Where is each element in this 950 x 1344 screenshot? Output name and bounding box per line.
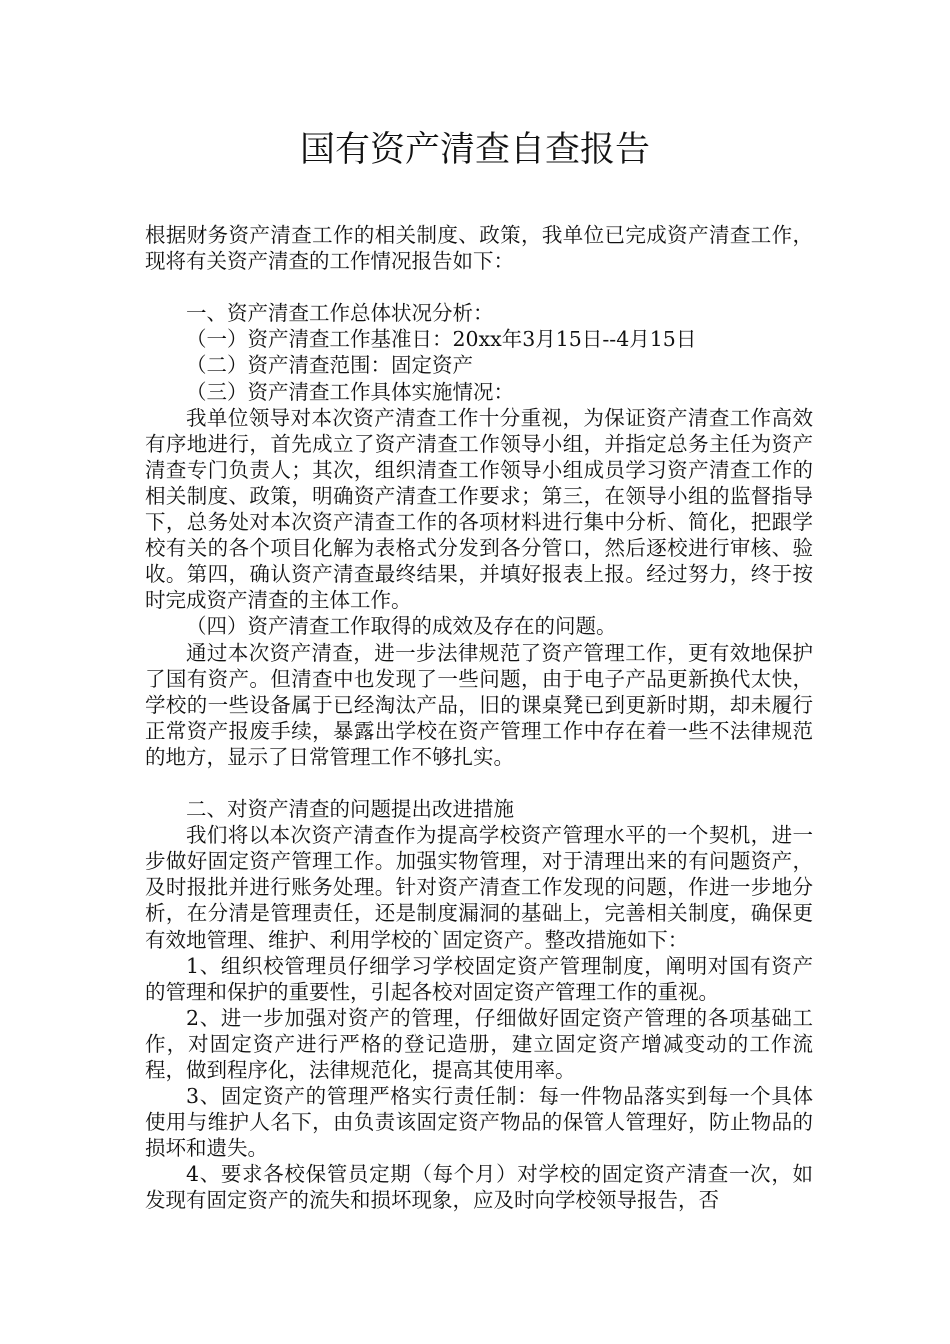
section-2-heading: 二、对资产清查的问题提出改进措施 xyxy=(186,797,514,822)
document-title: 国有资产清查自查报告 xyxy=(299,130,650,170)
section-1-paragraph-2: 通过本次资产清查，进一步法律规范了资产管理工作，更有效地保护了国有资产。但清查中也发现了一些问题，由于电子产品更新换代太快，学校的一些设备属于已经淘汰产品，旧的课桌凳已到更新时期，却未履行正常资产报废手续，暴露出学校在资产管理工作中存在着一些不法律规范的地方，显示了日常管理工作不够扎实。 xyxy=(145,640,813,769)
section-1-item-2: （二）资产清查范围：固定资产 xyxy=(186,353,473,378)
measure-1: 1、组织校管理员仔细学习学校固定资产管理制度，阐明对国有资产的管理和保护的重要性，引起各校对固定资产管理工作的重视。 xyxy=(145,953,813,1004)
section-1-item-1: （一）资产清查工作基准日：20xx年3月15日--4月15日 xyxy=(186,327,697,352)
section-1-heading: 一、资产清查工作总体状况分析： xyxy=(186,301,494,326)
document-body xyxy=(145,222,813,1214)
section-1-item-4: （四）资产清查工作取得的成效及存在的问题。 xyxy=(186,614,617,639)
spacer xyxy=(145,274,813,300)
measure-2: 2、进一步加强对资产的管理，仔细做好固定资产管理的各项基础工作，对固定资产进行严格的登记造册，建立固定资产增减变动的工作流程，做到程序化，法律规范化，提高其使用率。 xyxy=(145,1005,813,1082)
section-2-paragraph-1: 我们将以本次资产清查作为提高学校资产管理水平的一个契机，进一步做好固定资产管理工作。加强实物管理，对于清理出来的有问题资产，及时报批并进行账务处理。针对资产清查工作发现的问题，作进一步地分析，在分清是管理责任，还是制度漏洞的基础上，完善相关制度，确保更有效地管理、维护、利用学校的`固定资产。整改措施如下： xyxy=(145,823,813,952)
section-1-item-3: （三）资产清查工作具体实施情况： xyxy=(186,379,514,404)
intro-paragraph: 根据财务资产清查工作的相关制度、政策，我单位已完成资产清查工作，现将有关资产清查的工作情况报告如下： xyxy=(145,223,813,274)
measure-4: 4、要求各校保管员定期（每个月）对学校的固定资产清查一次，如发现有固定资产的流失和损坏现象，应及时向学校领导报告，否 xyxy=(145,1162,813,1213)
measure-3: 3、固定资产的管理严格实行责任制：每一件物品落实到每一个具体使用与维护人名下，由负责该固定资产物品的保管人管理好，防止物品的损坏和遗失。 xyxy=(145,1084,813,1161)
section-1-paragraph-1: 我单位领导对本次资产清查工作十分重视，为保证资产清查工作高效有序地进行，首先成立了资产清查工作领导小组，并指定总务主任为资产清查专门负责人；其次，组织清查工作领导小组成员学习资产清查工作的相关制度、政策，明确资产清查工作要求；第三，在领导小组的监督指导下，总务处对本次资产清查工作的各项材料进行集中分析、简化，把跟学校有关的各个项目化解为表格式分发到各分管口，然后逐校进行审核、验收。第四，确认资产清查最终结果，并填好报表上报。经过努力，终于按时完成资产清查的主体工作。 xyxy=(145,405,813,613)
spacer xyxy=(145,770,813,796)
